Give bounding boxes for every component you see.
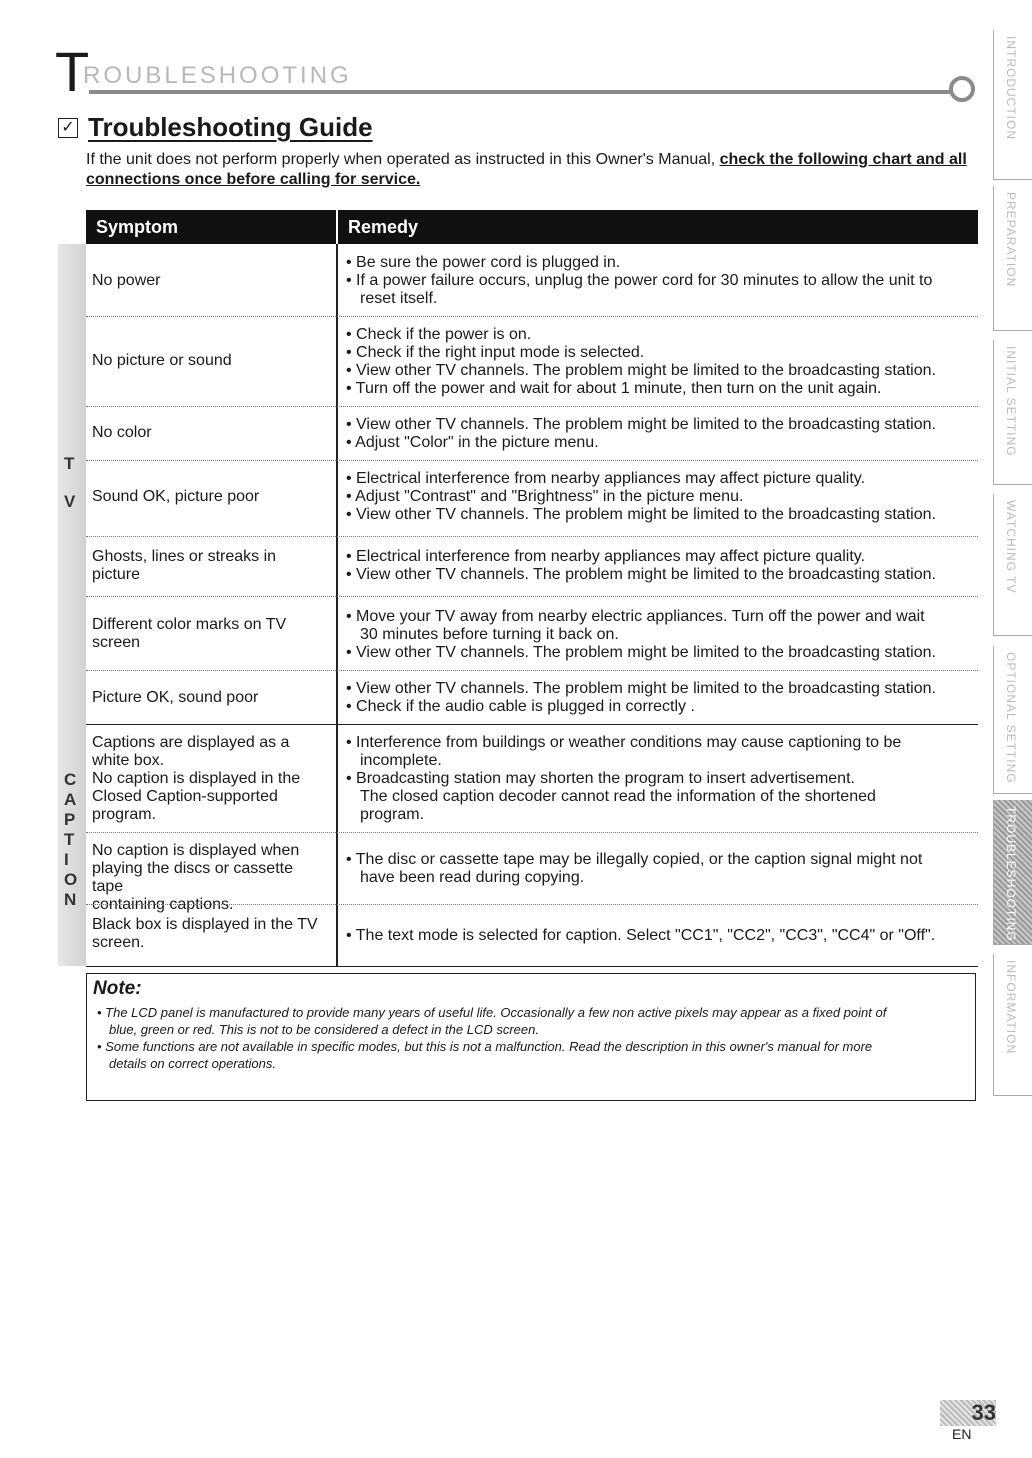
table-row [86, 406, 978, 460]
remedy-cell [346, 680, 976, 716]
remedy-item: • View other TV channels. The problem might be limited to the broadcasting station. [346, 506, 936, 523]
remedy-item: • Interference from buildings or weather conditions may cause captioning to be [346, 734, 902, 751]
remedy-item: • Adjust "Color" in the picture menu. [346, 434, 599, 451]
remedy-cell [346, 548, 976, 584]
note-item-cont: details on correct operations. [109, 1056, 276, 1071]
remedy-cell [346, 927, 976, 945]
checkbox-icon: ✓ [58, 118, 78, 138]
table-header [86, 210, 978, 244]
remedy-cell [346, 470, 976, 524]
note-item: • The LCD panel is manufactured to provide many years of useful life. Occasionally a few non active pixels may appear as a fixed point of [97, 1005, 887, 1020]
side-letter: T [64, 830, 75, 849]
symptom-cell: No picture or sound [92, 352, 232, 369]
table-row [86, 670, 978, 724]
tab-information[interactable]: INFORMATION [993, 954, 1032, 1096]
remedy-item: • Electrical interference from nearby appliances may affect picture quality. [346, 470, 866, 487]
symptom-cell: Picture OK, sound poor [92, 689, 259, 706]
table-row [86, 832, 978, 913]
symptom-cell: Sound OK, picture poor [92, 488, 260, 505]
symptom-cell: No power [92, 272, 161, 289]
note-title: Note: [93, 978, 142, 999]
remedy-cell [346, 416, 976, 452]
remedy-item: • Adjust "Contrast" and "Brightness" in the picture menu. [346, 488, 744, 505]
tab-preparation[interactable]: PREPARATION [993, 186, 1032, 331]
side-letter: P [64, 810, 76, 829]
remedy-item: • View other TV channels. The problem might be limited to the broadcasting station. [346, 644, 936, 661]
remedy-item: • View other TV channels. The problem might be limited to the broadcasting station. [346, 416, 936, 433]
side-letter: V [64, 492, 76, 511]
tab-optional-setting[interactable]: OPTIONAL SETTING [993, 646, 1032, 794]
side-letter: O [64, 870, 78, 889]
header-divider [336, 210, 338, 244]
remedy-item-cont: have been read during copying. [360, 869, 585, 886]
tab-troubleshooting[interactable]: TROUBLESHOOTING [993, 800, 1032, 945]
table-row [86, 460, 978, 536]
remedy-item: • View other TV channels. The problem might be limited to the broadcasting station. [346, 566, 936, 583]
table-bottom-rule [86, 966, 978, 967]
side-letter: I [64, 850, 69, 869]
note-box [86, 973, 976, 1101]
tab-initial-setting[interactable]: INITIAL SETTING [993, 340, 1032, 485]
table-row [86, 244, 978, 316]
remedy-item: • View other TV channels. The problem might be limited to the broadcasting station. [346, 680, 936, 697]
page-number: 33 [940, 1400, 996, 1426]
remedy-item: • Turn off the power and wait for about 1 minute, then turn on the unit again. [346, 380, 882, 397]
table-row [86, 724, 978, 832]
header-rule [89, 90, 955, 94]
intro-plain: If the unit does not perform properly when operated as instructed in this Owner's Manual, [86, 151, 720, 168]
tab-introduction[interactable]: INTRODUCTION [993, 30, 1032, 180]
symptom-cell: Different color marks on TV screen [92, 616, 287, 651]
remedy-cell [346, 734, 976, 824]
note-list [95, 1004, 965, 1072]
page-language: EN [952, 1426, 972, 1442]
side-letter: N [64, 890, 77, 909]
remedy-item: • Check if the power is on. [346, 326, 532, 343]
header-initial: T [55, 40, 90, 103]
table-row [86, 904, 978, 966]
remedy-item-cont: incomplete. [360, 752, 442, 769]
section-title-text: Troubleshooting Guide [88, 112, 373, 142]
note-item-cont: blue, green or red. This is not to be considered a defect in the LCD screen. [109, 1022, 539, 1037]
remedy-item: • Check if the audio cable is plugged in correctly . [346, 698, 695, 715]
remedy-cell [346, 851, 976, 887]
remedy-item-cont: reset itself. [360, 290, 438, 307]
note-item: • Some functions are not available in specific modes, but this is not a malfunction. Read the description in this owner's manual for more [97, 1039, 873, 1054]
remedy-item: • Check if the right input mode is selected. [346, 344, 645, 361]
remedy-cell [346, 608, 976, 662]
header-circle-icon [949, 76, 975, 102]
remedy-item: • The disc or cassette tape may be illegally copied, or the caption signal might not [346, 851, 923, 868]
header-title: ROUBLESHOOTING [83, 62, 352, 89]
table-row [86, 536, 978, 596]
tab-watching-tv[interactable]: WATCHING TV [993, 494, 1032, 636]
table-row [86, 596, 978, 670]
remedy-item-cont: The closed caption decoder cannot read the information of the shortened [360, 788, 876, 805]
tv-side-strip [58, 244, 86, 724]
remedy-item: • View other TV channels. The problem might be limited to the broadcasting station. [346, 362, 936, 379]
remedy-header: Remedy [348, 217, 419, 237]
caption-side-strip [58, 724, 86, 966]
side-letter: T [64, 454, 75, 473]
remedy-item: • If a power failure occurs, unplug the power cord for 30 minutes to allow the unit to [346, 272, 933, 289]
side-letter: C [64, 770, 77, 789]
remedy-item-cont: program. [360, 806, 425, 823]
remedy-item-cont: 30 minutes before turning it back on. [360, 626, 619, 643]
remedy-cell [346, 326, 976, 398]
remedy-item: • Be sure the power cord is plugged in. [346, 254, 621, 271]
symptom-header: Symptom [96, 217, 179, 237]
remedy-item: • The text mode is selected for caption. Select "CC1", "CC2", "CC3", "CC4" or "Off". [346, 927, 936, 944]
section-title [58, 112, 373, 143]
remedy-item: • Broadcasting station may shorten the program to insert advertisement. [346, 770, 855, 787]
symptom-cell: Black box is displayed in the TV screen. [92, 916, 318, 951]
symptom-cell: Captions are displayed as a white box. No caption is displayed in the Closed Caption-supported program. [92, 734, 301, 823]
remedy-cell [346, 254, 976, 308]
chapter-header [55, 40, 975, 103]
remedy-item: • Move your TV away from nearby electric appliances. Turn off the power and wait [346, 608, 925, 625]
side-letter: A [64, 790, 77, 809]
symptom-cell: No caption is displayed when playing the discs or cassette tape containing captions. [92, 842, 300, 913]
remedy-item: • Electrical interference from nearby appliances may affect picture quality. [346, 548, 866, 565]
symptom-cell: Ghosts, lines or streaks in picture [92, 548, 277, 583]
symptom-cell: No color [92, 424, 152, 441]
intro-bold: check the following chart and all connections once before calling for service. [86, 151, 967, 188]
table-row [86, 316, 978, 406]
intro-paragraph [86, 150, 976, 190]
